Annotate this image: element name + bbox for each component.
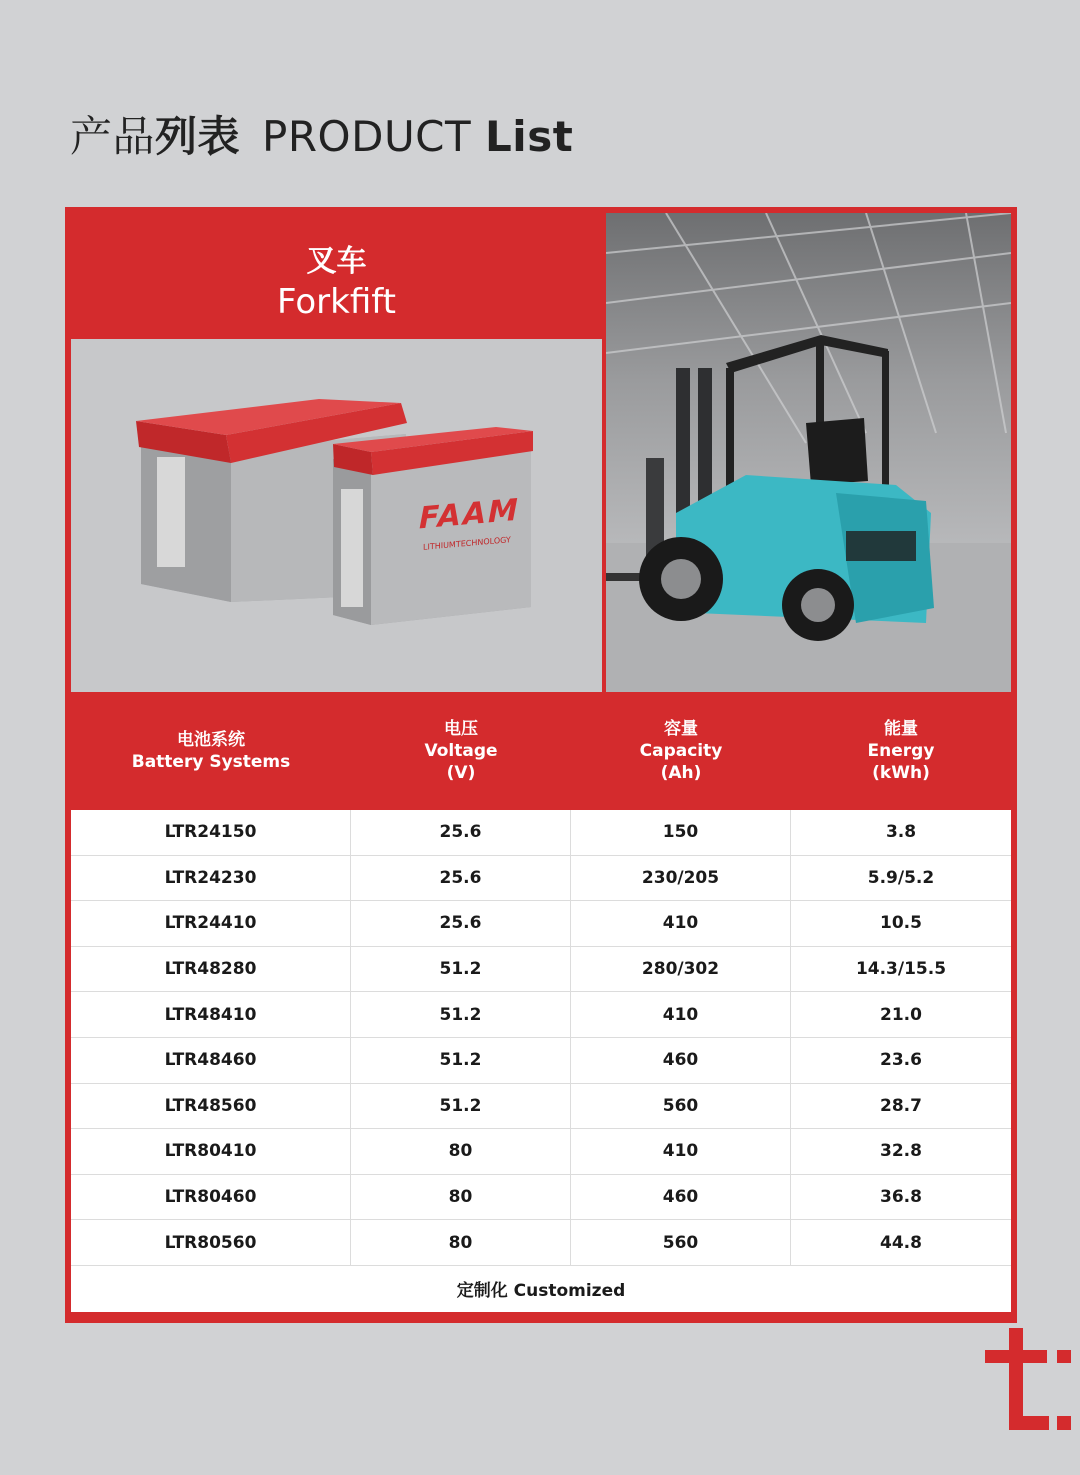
cell-model: LTR24230 (71, 856, 351, 901)
table-row (71, 1220, 1011, 1266)
header-battery-systems: 电池系统 Battery Systems (131, 730, 291, 772)
title-en-light: PRODUCT (262, 112, 472, 161)
cell-capacity: 460 (571, 1038, 791, 1083)
cell-model: LTR80410 (71, 1129, 351, 1174)
cell-model: LTR80560 (71, 1220, 351, 1265)
battery-illustration (71, 339, 602, 692)
header-voltage: 电压 Voltage (V) (424, 719, 498, 783)
cell-voltage: 80 (351, 1129, 571, 1174)
cell-capacity: 230/205 (571, 856, 791, 901)
table-row (71, 1084, 1011, 1130)
cell-voltage: 80 (351, 1175, 571, 1220)
cell-energy: 28.7 (880, 1095, 922, 1116)
brand-tagline: LITHIUMTECHNOLOGY (423, 535, 511, 552)
cell-capacity: 560 (571, 1084, 791, 1129)
cell-energy: 14.3/15.5 (855, 959, 947, 980)
table-row (71, 901, 1011, 947)
cell-capacity: 560 (571, 1220, 791, 1265)
cell-model: LTR24150 (71, 810, 351, 855)
cell-capacity: 150 (571, 810, 791, 855)
cell-model: LTR80460 (71, 1175, 351, 1220)
cell-voltage: 51.2 (351, 1038, 571, 1083)
table-row (71, 810, 1011, 856)
cell-model: LTR24410 (71, 901, 351, 946)
cell-capacity: 280/302 (571, 947, 791, 992)
cell-model: LTR48410 (71, 992, 351, 1037)
forklift-illustration (606, 213, 1011, 692)
cell-voltage: 51.2 (351, 947, 571, 992)
battery-image (71, 339, 602, 692)
table-row (71, 1129, 1011, 1175)
cell-voltage: 51.2 (351, 992, 571, 1037)
cell-energy: 32.8 (880, 1141, 922, 1162)
cell-voltage: 51.2 (351, 1084, 571, 1129)
table-header (71, 692, 1011, 810)
product-frame (65, 207, 1017, 1323)
cell-model: LTR48280 (71, 947, 351, 992)
cell-energy: 5.9/5.2 (867, 867, 935, 888)
cell-energy: 3.8 (885, 822, 917, 843)
cell-energy: 44.8 (880, 1232, 922, 1253)
forklift-image (606, 213, 1011, 692)
brand-mark-icon (985, 1328, 1075, 1430)
table-row (71, 856, 1011, 902)
header-capacity: 容量 Capacity (Ah) (639, 719, 723, 783)
brand-logo: FAAM (419, 492, 520, 537)
cell-voltage: 25.6 (351, 810, 571, 855)
table-row (71, 1038, 1011, 1084)
category-header (71, 213, 602, 339)
title-en-bold: List (485, 112, 574, 161)
cell-energy: 10.5 (880, 913, 922, 934)
cell-energy: 21.0 (880, 1004, 922, 1025)
table-row (71, 1175, 1011, 1221)
cell-voltage: 25.6 (351, 856, 571, 901)
cell-capacity: 460 (571, 1175, 791, 1220)
table-row (71, 947, 1011, 993)
table-body (71, 810, 1011, 1312)
cell-capacity: 410 (571, 992, 791, 1037)
cell-capacity: 410 (571, 901, 791, 946)
category-cn: 叉车 (306, 244, 367, 279)
cell-model: LTR48560 (71, 1084, 351, 1129)
title-cn-light: 产品 (70, 112, 156, 161)
page-title (70, 104, 573, 164)
table-footer-customized: 定制化 Customized (456, 1281, 626, 1302)
category-en: Forkfift (277, 282, 396, 322)
title-cn-bold: 列表 (155, 112, 241, 161)
cell-voltage: 80 (351, 1220, 571, 1265)
cell-model: LTR48460 (71, 1038, 351, 1083)
cell-voltage: 25.6 (351, 901, 571, 946)
table-row (71, 992, 1011, 1038)
header-energy: 能量 Energy (kWh) (867, 719, 935, 783)
cell-capacity: 410 (571, 1129, 791, 1174)
cell-energy: 23.6 (880, 1050, 922, 1071)
cell-energy: 36.8 (880, 1187, 922, 1208)
